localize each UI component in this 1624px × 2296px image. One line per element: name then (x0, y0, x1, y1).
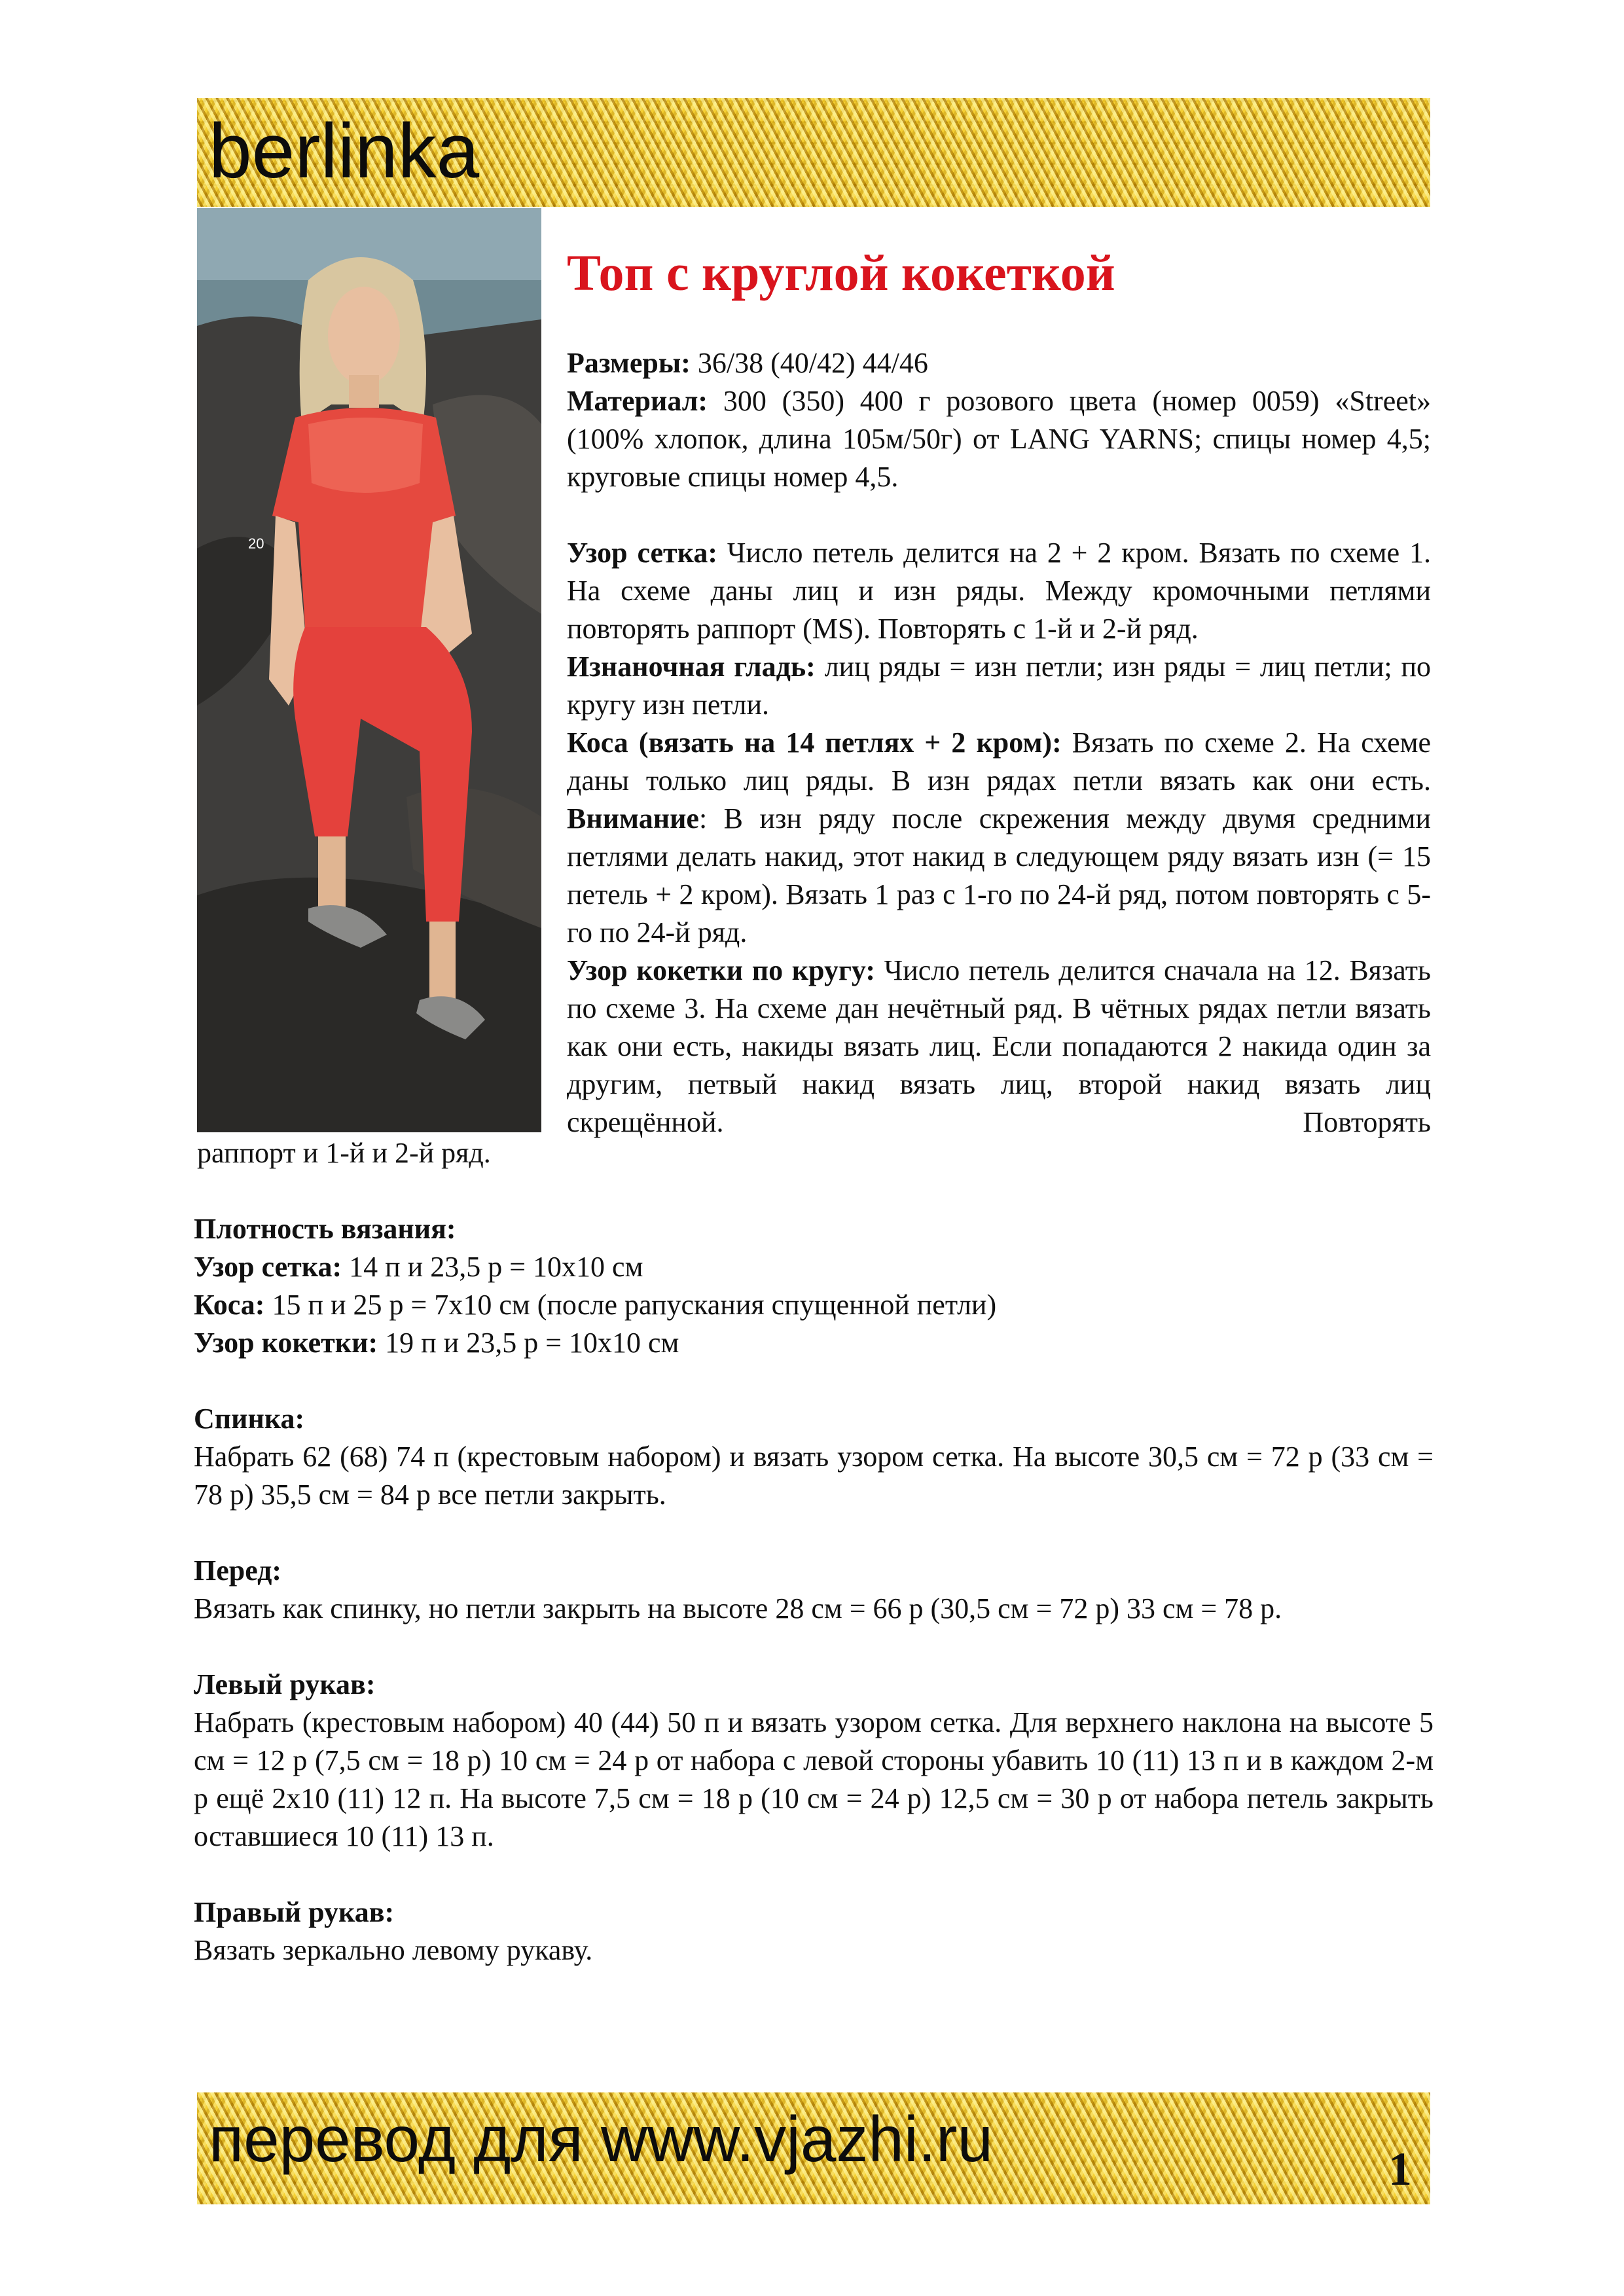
cable-paragraph (567, 724, 1431, 952)
gauge-yoke-label: Узор кокетки: (194, 1327, 378, 1359)
purl-stitch-text: лиц ряды = изн петли; изн ряды = лиц петли; по кругу изн петли. (567, 651, 1431, 721)
gauge-heading (194, 1210, 1434, 1248)
left-sleeve-heading (194, 1666, 1434, 1704)
back-heading (194, 1400, 1434, 1438)
purl-stitch-label: Изнаночная гладь: (567, 651, 816, 683)
footer-site-text: перевод для www.vjazhi.ru (209, 2103, 994, 2175)
photo-page-label: 20 (248, 535, 264, 552)
gauge-yoke-value: 19 п и 23,5 р = 10х10 см (378, 1327, 679, 1359)
sizes-line (567, 344, 1431, 382)
cable-text-2: : В изн ряду после скрежения между двумя средними петлями делать накид, этот накид в следующем ряду вязать изн (= 15 петель + 2 кром). Вязать 1 раз с 1-го по 24-й ряд, потом повторять с 5-го по 24-й ряд. (567, 802, 1431, 948)
gauge-cable-value: 15 п и 25 р = 7х10 см (после рапускания спущенной петли) (264, 1289, 997, 1321)
mesh-pattern-paragraph (567, 534, 1431, 648)
back-heading-text: Спинка: (194, 1403, 305, 1435)
gauge-cable-label: Коса: (194, 1289, 265, 1321)
gauge-mesh-value: 14 п и 23,5 р = 10х10 см (342, 1251, 643, 1283)
material-paragraph (567, 382, 1431, 496)
footer-banner (197, 2092, 1430, 2204)
left-sleeve-heading-text: Левый рукав: (194, 1668, 376, 1700)
right-sleeve-heading-text: Правый рукав: (194, 1896, 395, 1928)
left-sleeve-text: Набрать (крестовым набором) 40 (44) 50 п и вязать узором сетка. Для верхнего наклона на высоте 5 см = 12 р (7,5 см = 18 р) 10 см = 24 р от набора с левой стороны убавить 10 (11) 13 п и в каждом 2-м р ещё 2х10 (11) 12 п. На высоте 7,5 см = 18 р (10 см = 24 р) 12,5 см = 30 р от набора петель закрыть оставшиеся 10 (11) 13 п. (194, 1706, 1434, 1852)
gauge-heading-text: Плотность вязания: (194, 1213, 456, 1245)
cable-text-1: Вязать по схеме 2. На схеме даны только лиц ряды. В изн рядах петли вязать как они есть. (567, 726, 1431, 797)
yoke-pattern-paragraph (567, 952, 1431, 1141)
yoke-pattern-text: Число петель делится сначала на 12. Вязать по схеме 3. На схеме дан нечётный ряд. В чётных рядах петли вязать как они есть, накиды вязать лиц. Если попадаются 2 накида один за другим, петвый накид вязать лиц, второй накид вязать лиц скрещённой. Повторять (567, 954, 1431, 1138)
cable-attention: Внимание (567, 802, 699, 834)
yoke-pattern-label: Узор кокетки по кругу: (567, 954, 875, 986)
pattern-body (194, 1210, 1434, 1969)
cable-label: Коса (вязать на 14 петлях + 2 кром): (567, 726, 1062, 759)
material-value: 300 (350) 400 г розового цвета (номер 0059) «Street» (100% хлопок, длина 105м/50г) от LANG YARNS; спицы номер 4,5; круговые спицы номер 4,5. (567, 385, 1431, 493)
brand-logo: berlinka (209, 108, 480, 194)
page-number: 1 (1388, 2143, 1412, 2195)
pattern-intro (567, 344, 1431, 1141)
gauge-yoke-line (194, 1324, 1434, 1362)
gauge-mesh-label: Узор сетка: (194, 1251, 342, 1283)
sizes-value: 36/38 (40/42) 44/46 (690, 347, 928, 379)
gauge-mesh-line (194, 1248, 1434, 1286)
front-heading (194, 1552, 1434, 1590)
yoke-pattern-tail: раппорт и 1-й и 2-й ряд. (197, 1137, 491, 1169)
page-title: Топ с круглой кокеткой (567, 244, 1115, 301)
right-sleeve-text: Вязать зеркально левому рукаву. (194, 1934, 593, 1966)
right-sleeve-heading (194, 1893, 1434, 1931)
back-text: Набрать 62 (68) 74 п (крестовым набором) и вязать узором сетка. На высоте 30,5 см = 72 р (33 см = 78 р) 35,5 см = 84 р все петли закрыть. (194, 1441, 1434, 1511)
gauge-cable-line (194, 1286, 1434, 1324)
mesh-pattern-label: Узор сетка: (567, 537, 717, 569)
mesh-pattern-text: Число петель делится на 2 + 2 кром. Вязать по схеме 1. На схеме даны лиц и изн ряды. Между кромочными петлями повторять раппорт (MS). Повторять с 1-й и 2-й ряд. (567, 537, 1432, 645)
sizes-label: Размеры: (567, 347, 691, 379)
front-text: Вязать как спинку, но петли закрыть на высоте 28 см = 66 р (30,5 см = 72 р) 33 см = 78 р. (194, 1592, 1282, 1624)
purl-stitch-paragraph (567, 648, 1431, 724)
front-heading-text: Перед: (194, 1554, 282, 1587)
material-label: Материал: (567, 385, 708, 417)
model-photo (197, 208, 541, 1132)
header-banner (197, 98, 1430, 207)
